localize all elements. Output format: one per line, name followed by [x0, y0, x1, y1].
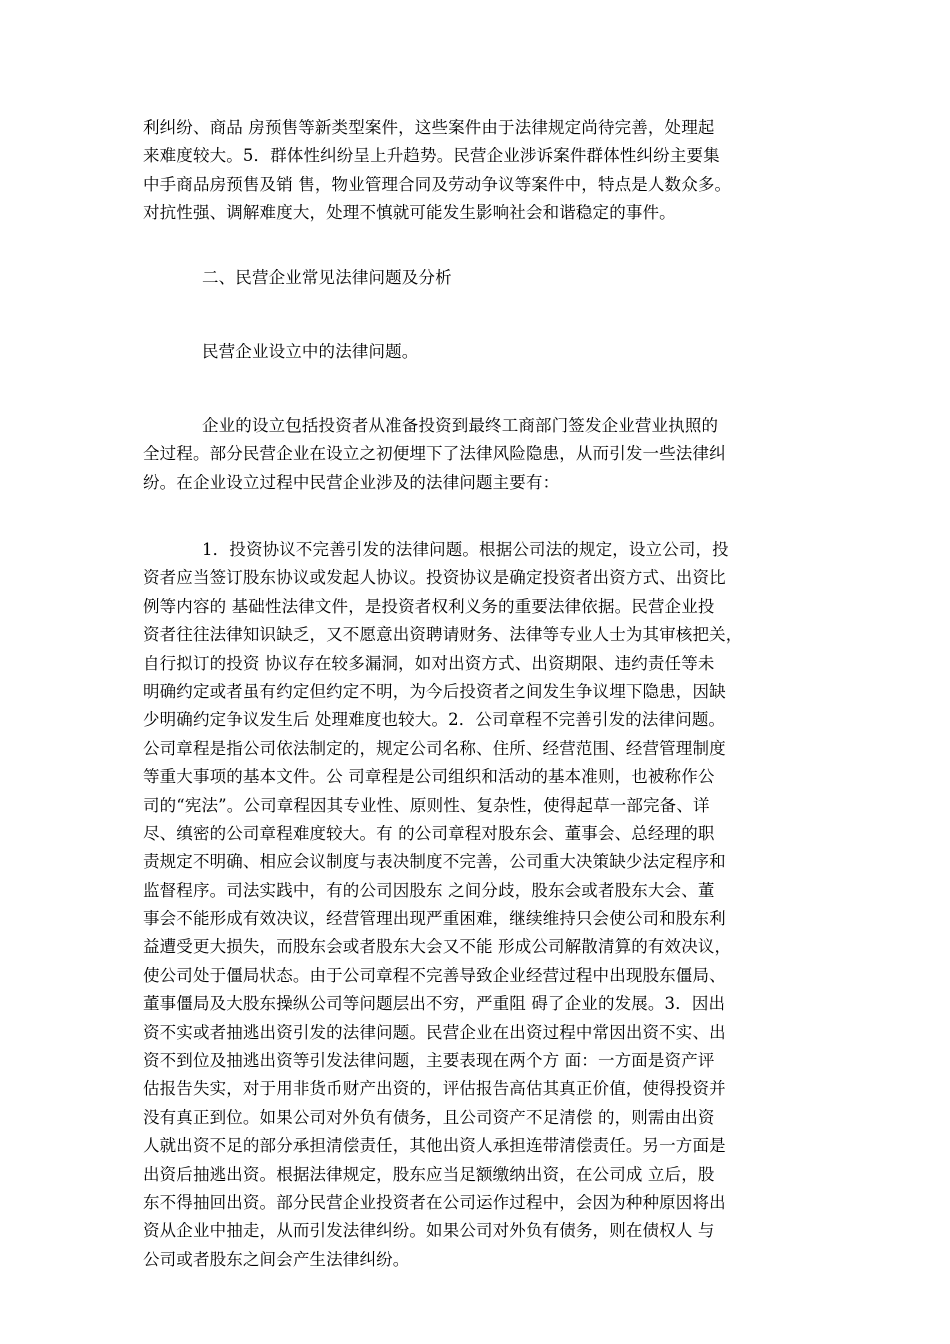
- text-line: 明确约定或者虽有约定但约定不明，为今后投资者之间发生争议埋下隐患，因缺: [143, 681, 726, 701]
- text-line: 中手商品房预售及销 售，物业管理合同及劳动争议等案件中，特点是人数众多。: [143, 174, 732, 194]
- text-line: 少明确约定争议发生后 处理难度也较大。2．公司章程不完善引发的法律问题。: [143, 710, 726, 730]
- paragraph-case-types: [143, 114, 808, 228]
- text-line: 资者往往法律知识缺乏，又不愿意出资聘请财务、法律等专业人士为其审核把关，: [143, 625, 743, 645]
- text-line: 人就出资不足的部分承担清偿责任，其他出资人承担连带清偿责任。另一方面是: [143, 1136, 726, 1156]
- text-line: 利纠纷、商品 房预售等新类型案件，这些案件由于法律规定尚待完善，处理起: [143, 118, 715, 137]
- text-line: 资者应当签订股东协议或发起人协议。投资协议是确定投资者出资方式、出资比: [143, 568, 726, 588]
- paragraph-establishment: [143, 412, 808, 497]
- text-line: 资从企业中抽走，从而引发法律纠纷。如果公司对外负有债务，则在债权人 与: [143, 1221, 715, 1241]
- text-line: 董事僵局及大股东操纵公司等问题层出不穷，严重阻 碍了企业的发展。3．因出: [143, 994, 726, 1014]
- section-heading-text: 二、民营企业常见法律问题及分析: [202, 268, 452, 287]
- text-line: 没有真正到位。如果公司对外负有债务，且公司资产不足清偿 的，则需由出资: [143, 1107, 715, 1127]
- text-line: 公司章程是指公司依法制定的，规定公司名称、住所、经营范围、经营管理制度: [143, 738, 726, 758]
- text-line: 纷。在企业设立过程中民营企业涉及的法律问题主要有：: [143, 472, 560, 492]
- subsection-heading: [143, 338, 808, 366]
- text-line: 全过程。部分民营企业在设立之初便埋下了法律风险隐患，从而引发一些法律纠: [143, 444, 726, 464]
- text-line: 企业的设立包括投资者从准备投资到最终工商部门签发企业营业执照的: [202, 416, 719, 435]
- text-line: 司的“宪法”。公司章程因其专业性、原则性、复杂性，使得起草一部完备、详: [143, 795, 710, 815]
- text-line: 使公司处于僵局状态。由于公司章程不完善导致企业经营过程中出现股东僵局、: [143, 965, 726, 985]
- text-line: 监督程序。司法实践中，有的公司因股东 之间分歧，股东会或者股东大会、董: [143, 880, 715, 900]
- paragraph-legal-issues: [143, 536, 808, 1274]
- text-line: 估报告失实，对于用非货币财产出资的，评估报告高估其真正价值，使得投资并: [143, 1079, 726, 1099]
- text-line: 出资后抽逃出资。根据法律规定，股东应当足额缴纳出资，在公司成 立后，股: [143, 1164, 715, 1184]
- text-line: 益遭受更大损失，而股东会或者股东大会又不能 形成公司解散清算的有效决议，: [143, 937, 732, 957]
- text-line: 来难度较大。5．群体性纠纷呈上升趋势。民营企业涉诉案件群体性纠纷主要集: [143, 146, 720, 166]
- section-heading: [143, 264, 808, 292]
- subsection-heading-text: 民营企业设立中的法律问题。: [202, 342, 419, 361]
- text-line: 1．投资协议不完善引发的法律问题。根据公司法的规定，设立公司，投: [202, 540, 729, 559]
- text-line: 公司或者股东之间会产生法律纠纷。: [143, 1249, 410, 1269]
- text-line: 责规定不明确、相应会议制度与表决制度不完善，公司重大决策缺少法定程序和: [143, 852, 726, 872]
- text-line: 等重大事项的基本文件。公 司章程是公司组织和活动的基本准则，也被称作公: [143, 767, 715, 787]
- text-line: 事会不能形成有效决议，经营管理出现严重困难，继续维持只会使公司和股东利: [143, 909, 726, 929]
- text-line: 资不实或者抽逃出资引发的法律问题。民营企业在出资过程中常因出资不实、出: [143, 1022, 726, 1042]
- text-line: 例等内容的 基础性法律文件，是投资者权利义务的重要法律依据。民营企业投: [143, 596, 715, 616]
- text-line: 东不得抽回出资。部分民营企业投资者在公司运作过程中，会因为种种原因将出: [143, 1192, 726, 1212]
- text-line: 自行拟订的投资 协议存在较多漏洞，如对出资方式、出资期限、违约责任等未: [143, 653, 715, 673]
- text-line: 尽、缜密的公司章程难度较大。有 的公司章程对股东会、董事会、总经理的职: [143, 823, 715, 843]
- text-line: 对抗性强、调解难度大，处理不慎就可能发生影响社会和谐稳定的事件。: [143, 203, 676, 223]
- text-line: 资不到位及抽逃出资等引发法律问题，主要表现在两个方 面：一方面是资产评: [143, 1051, 715, 1071]
